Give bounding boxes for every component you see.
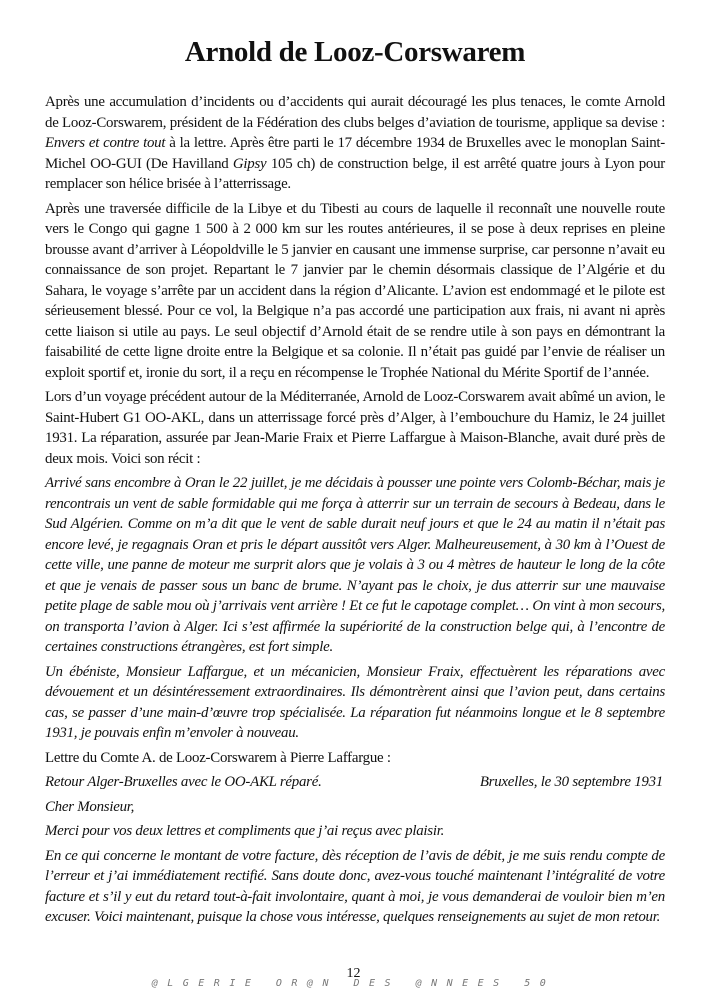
footer-banner: @LGERIE OR@N DES @NNEES 50 (151, 978, 556, 989)
letter-subject: Retour Alger-Bruxelles avec le OO-AKL réparé. (45, 774, 322, 790)
paragraph (45, 92, 665, 195)
text-run: à la lettre. Après être parti le 17 décembre 1934 de Bruxelles avec le monoplan Saint-Michel OO-GUI (De Havilland (45, 135, 666, 172)
page-number: 12 (346, 966, 361, 981)
italic-text: Gipsy (232, 155, 267, 172)
text-run: Après une accumulation d’incidents ou d’accidents qui aurait découragé les plus tenaces, le comte Arnold de Looz-Corswarem, président de la Fédération des clubs belges d’aviation de tourisme, applique sa devise : (45, 94, 665, 131)
letter-date: Bruxelles, le 30 septembre 1931 (479, 774, 663, 790)
letter-paragraph: En ce qui concerne le montant de votre facture, dès réception de l’avis de débit, je me suis rendu compte de l’erreur et j’ai immédiatement rectifié. Sans doute donc, avez-vous touché maintenant l’intégralité de votre facture et s’il y eut du retard tout-à-fait involontaire, quant à moi, je vous demanderai de vouloir bien m’en excuser. Voici maintenant, puisque la chose vous intéresse, quelques renseignements au sujet de mon retour. (45, 847, 665, 925)
text-run: Arrivé sans encombre à Oran le 22 juillet, je me décidais à pousser une pointe vers Colomb-Béchar, mais je rencontrais un vent de sable formidable qui me força à atterrir sur un terrain de secours à Bedeau, dans le Sud Algérien. Comme on m’a dit que le vent de sable durait neuf jours et que le 24 au matin il n’était pas encore levé, je regagnais Oran et pris le départ aussitôt vers Alger. Malheureusement, à 30 km à l’Ouest de cette ville, une panne de moteur me surprit alors que je volais à 3 ou 4 mètres de hauteur le long de la côte et que je venais de passer sous un banc de brume. N’ayant pas le choix, je dus atterrir sur une mauvaise petite plage de sable mou où j’arrivais vent arrière ! Et ce fut le capotage complet… On vint à mon secours, on transporta l’avion à Alger. Ici s’est affirmée la supériorité de la construction belge qui, à l’encontre de certaines constructions étrangères, est fort simple. (45, 475, 665, 655)
letter-paragraph: Cher Monsieur, (45, 798, 135, 815)
page-body (45, 32, 665, 932)
text-run: Lettre du Comte A. de Looz-Corswarem à Pierre Laffargue : (45, 749, 391, 766)
text-run: Après une traversée difficile de la Libye et du Tibesti au cours de laquelle il reconnaît une nouvelle route vers le Congo qui gagne 1 500 à 2 000 km sur les routes antérieures, il se pose à deux reprises en pleine brousse avant d’arriver à Léopoldville le 5 janvier en causant une immense surprise, car personne n’avait eu connaissance de son projet. Repartant le 7 janvier par le chemin désormais classique de l’Algérie et du Sahara, le voyage s’arrête par un accident dans la région d’Alicante. L’avion est endommagé et le pilote est sérieusement blessé. Pour ce vol, la Belgique n’a pas accordé une participation aux frais, ni avant ni après cette liaison si utile au pays. Le seul objectif d’Arnold était de se rendre utile à son pays en démontrant la faisabilité de cette ligne droite entre la Belgique et sa colonie. Il n’était pas guidé par l’envie de réaliser un exploit sportif et, ironie du sort, il a reçu en récompense le Trophée National du Mérite Sportif de l’année. (45, 200, 665, 381)
paragraph (45, 199, 665, 384)
paragraph (45, 473, 665, 658)
letter-body (45, 797, 665, 928)
text-run: 105 ch) de construction belge, il est arrêté quatre jours à Lyon pour remplacer son hélice brisée à l’atterrissage. (45, 155, 666, 192)
text-run: Un ébéniste, Monsieur Laffargue, et un mécanicien, Monsieur Fraix, effectuèrent les réparations avec dévouement et un désintéressement extraordinaires. Ils démontrèrent ainsi que l’avion peut, dans certains cas, se passer d’une main-d’œuvre trop spécialisée. La réparation fut néanmoins longue et le 8 septembre 1931, je pouvais enfin m’envoler à nouveau. (45, 663, 665, 741)
letter-paragraph: Merci pour vos deux lettres et compliments que j’ai reçus avec plaisir. (45, 823, 445, 839)
italic-text: Envers et contre tout (45, 135, 166, 151)
page-title: Arnold de Looz-Corswarem (184, 36, 526, 68)
letter-header (45, 772, 665, 793)
paragraph (45, 387, 665, 469)
paragraph (45, 662, 665, 744)
paragraph (45, 748, 665, 769)
text-run: Lors d’un voyage précédent autour de la Méditerranée, Arnold de Looz-Corswarem avait abîmé un avion, le Saint-Hubert G1 OO-AKL, dans un atterrissage forcé près d’Alger, à l’embouchure du Hamiz, le 24 juillet 1931. La réparation, assurée par Jean-Marie Fraix et Pierre Laffargue à Maison-Blanche, avait duré près de deux mois. Voici son récit : (45, 389, 665, 467)
article-body (45, 92, 665, 768)
